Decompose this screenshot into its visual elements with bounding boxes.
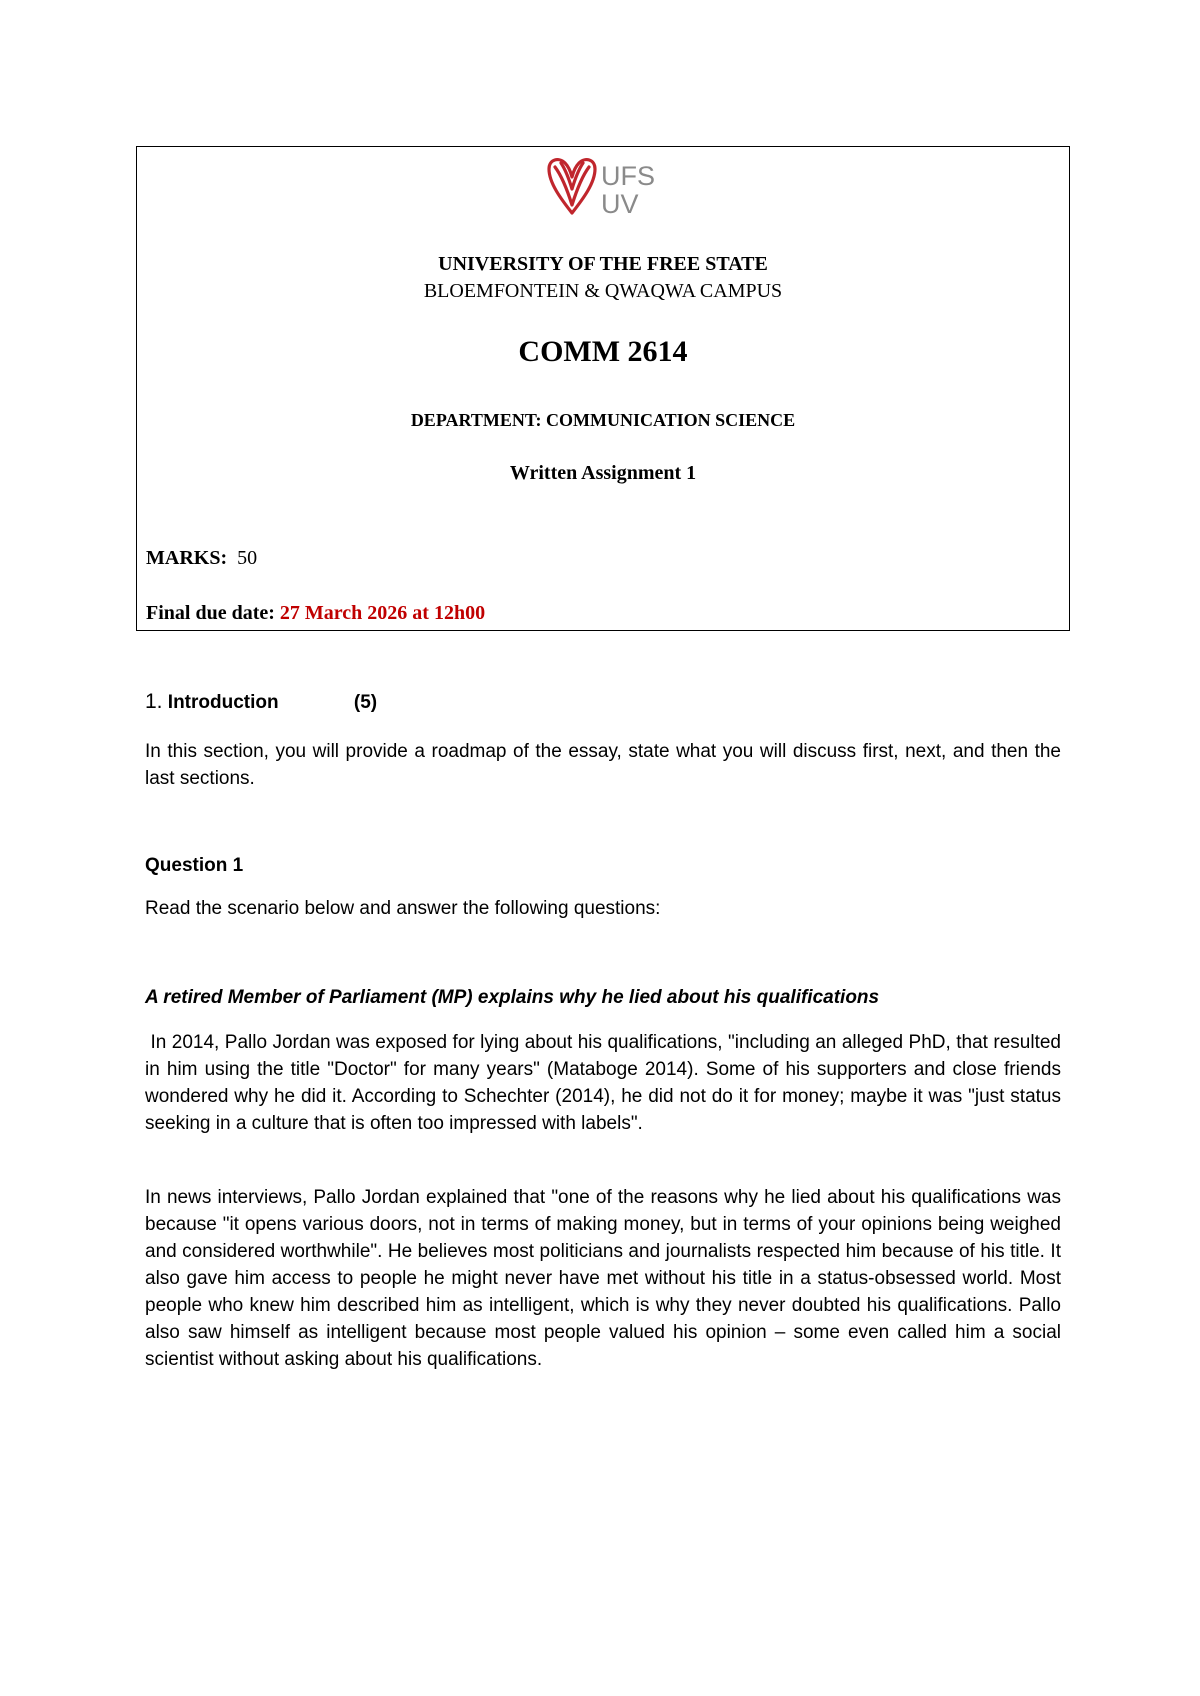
scenario-title: A retired Member of Parliament (MP) explains why he lied about his qualifications xyxy=(145,987,880,1008)
department-name: DEPARTMENT: COMMUNICATION SCIENCE xyxy=(410,410,796,430)
due-date-line xyxy=(146,602,485,625)
ufs-logo-icon xyxy=(541,155,671,219)
cover-box xyxy=(136,146,1070,631)
introduction-number: 1. xyxy=(145,690,163,713)
introduction-marks: (5) xyxy=(353,692,378,713)
logo-text-uv: UV xyxy=(601,189,639,219)
campus-name: BLOEMFONTEIN & QWAQWA CAMPUS xyxy=(423,280,783,302)
question-heading: Question 1 xyxy=(145,855,244,876)
scenario-paragraph-1-text: In 2014, Pallo Jordan was exposed for lying about his qualifications, "including an alleged PhD, that resulted in him using the title "Doctor" for many years" (Mataboge 2014). Some of his supporters and close friends wondered why he did it. According to Schechter (2014), he did not do it for money; maybe it was "just status seeking in a culture that is often too impressed with labels". xyxy=(145,1032,1061,1134)
scenario-paragraph-2: In news interviews, Pallo Jordan explained that "one of the reasons why he lied about his qualifications was because "it opens various doors, not in terms of making money, but in terms of your opinions being weighed and considered worthwhile". He believes most politicians and journalists respected him because of his title. It also gave him access to people he might never have met without his title in a status-obsessed world. Most people who knew him described him as intelligent, which is why they never doubted his qualifications. Pallo also saw himself as intelligent because most people valued his opinion – some even called him a social scientist without asking about his qualifications. xyxy=(145,1187,1061,1370)
due-date-value: 27 March 2026 at 12h00 xyxy=(279,602,486,624)
due-date-label: Final due date: xyxy=(146,602,275,624)
logo-text-ufs: UFS xyxy=(601,161,655,191)
question-instruction: Read the scenario below and answer the following questions: xyxy=(145,898,661,919)
scenario-paragraph-1 xyxy=(145,1029,1061,1137)
course-code: COMM 2614 xyxy=(518,335,688,368)
marks-value: 50 xyxy=(237,547,258,569)
introduction-heading xyxy=(145,690,1061,714)
introduction-text: In this section, you will provide a roadmap of the essay, state what you will discuss first, next, and then the last sections. xyxy=(145,741,1061,789)
marks-line xyxy=(146,547,257,570)
marks-label: MARKS: xyxy=(146,547,228,569)
introduction-title: Introduction xyxy=(167,692,279,713)
university-name: UNIVERSITY OF THE FREE STATE xyxy=(438,253,768,275)
ufs-logo xyxy=(541,155,671,219)
assignment-title: Written Assignment 1 xyxy=(509,462,697,484)
